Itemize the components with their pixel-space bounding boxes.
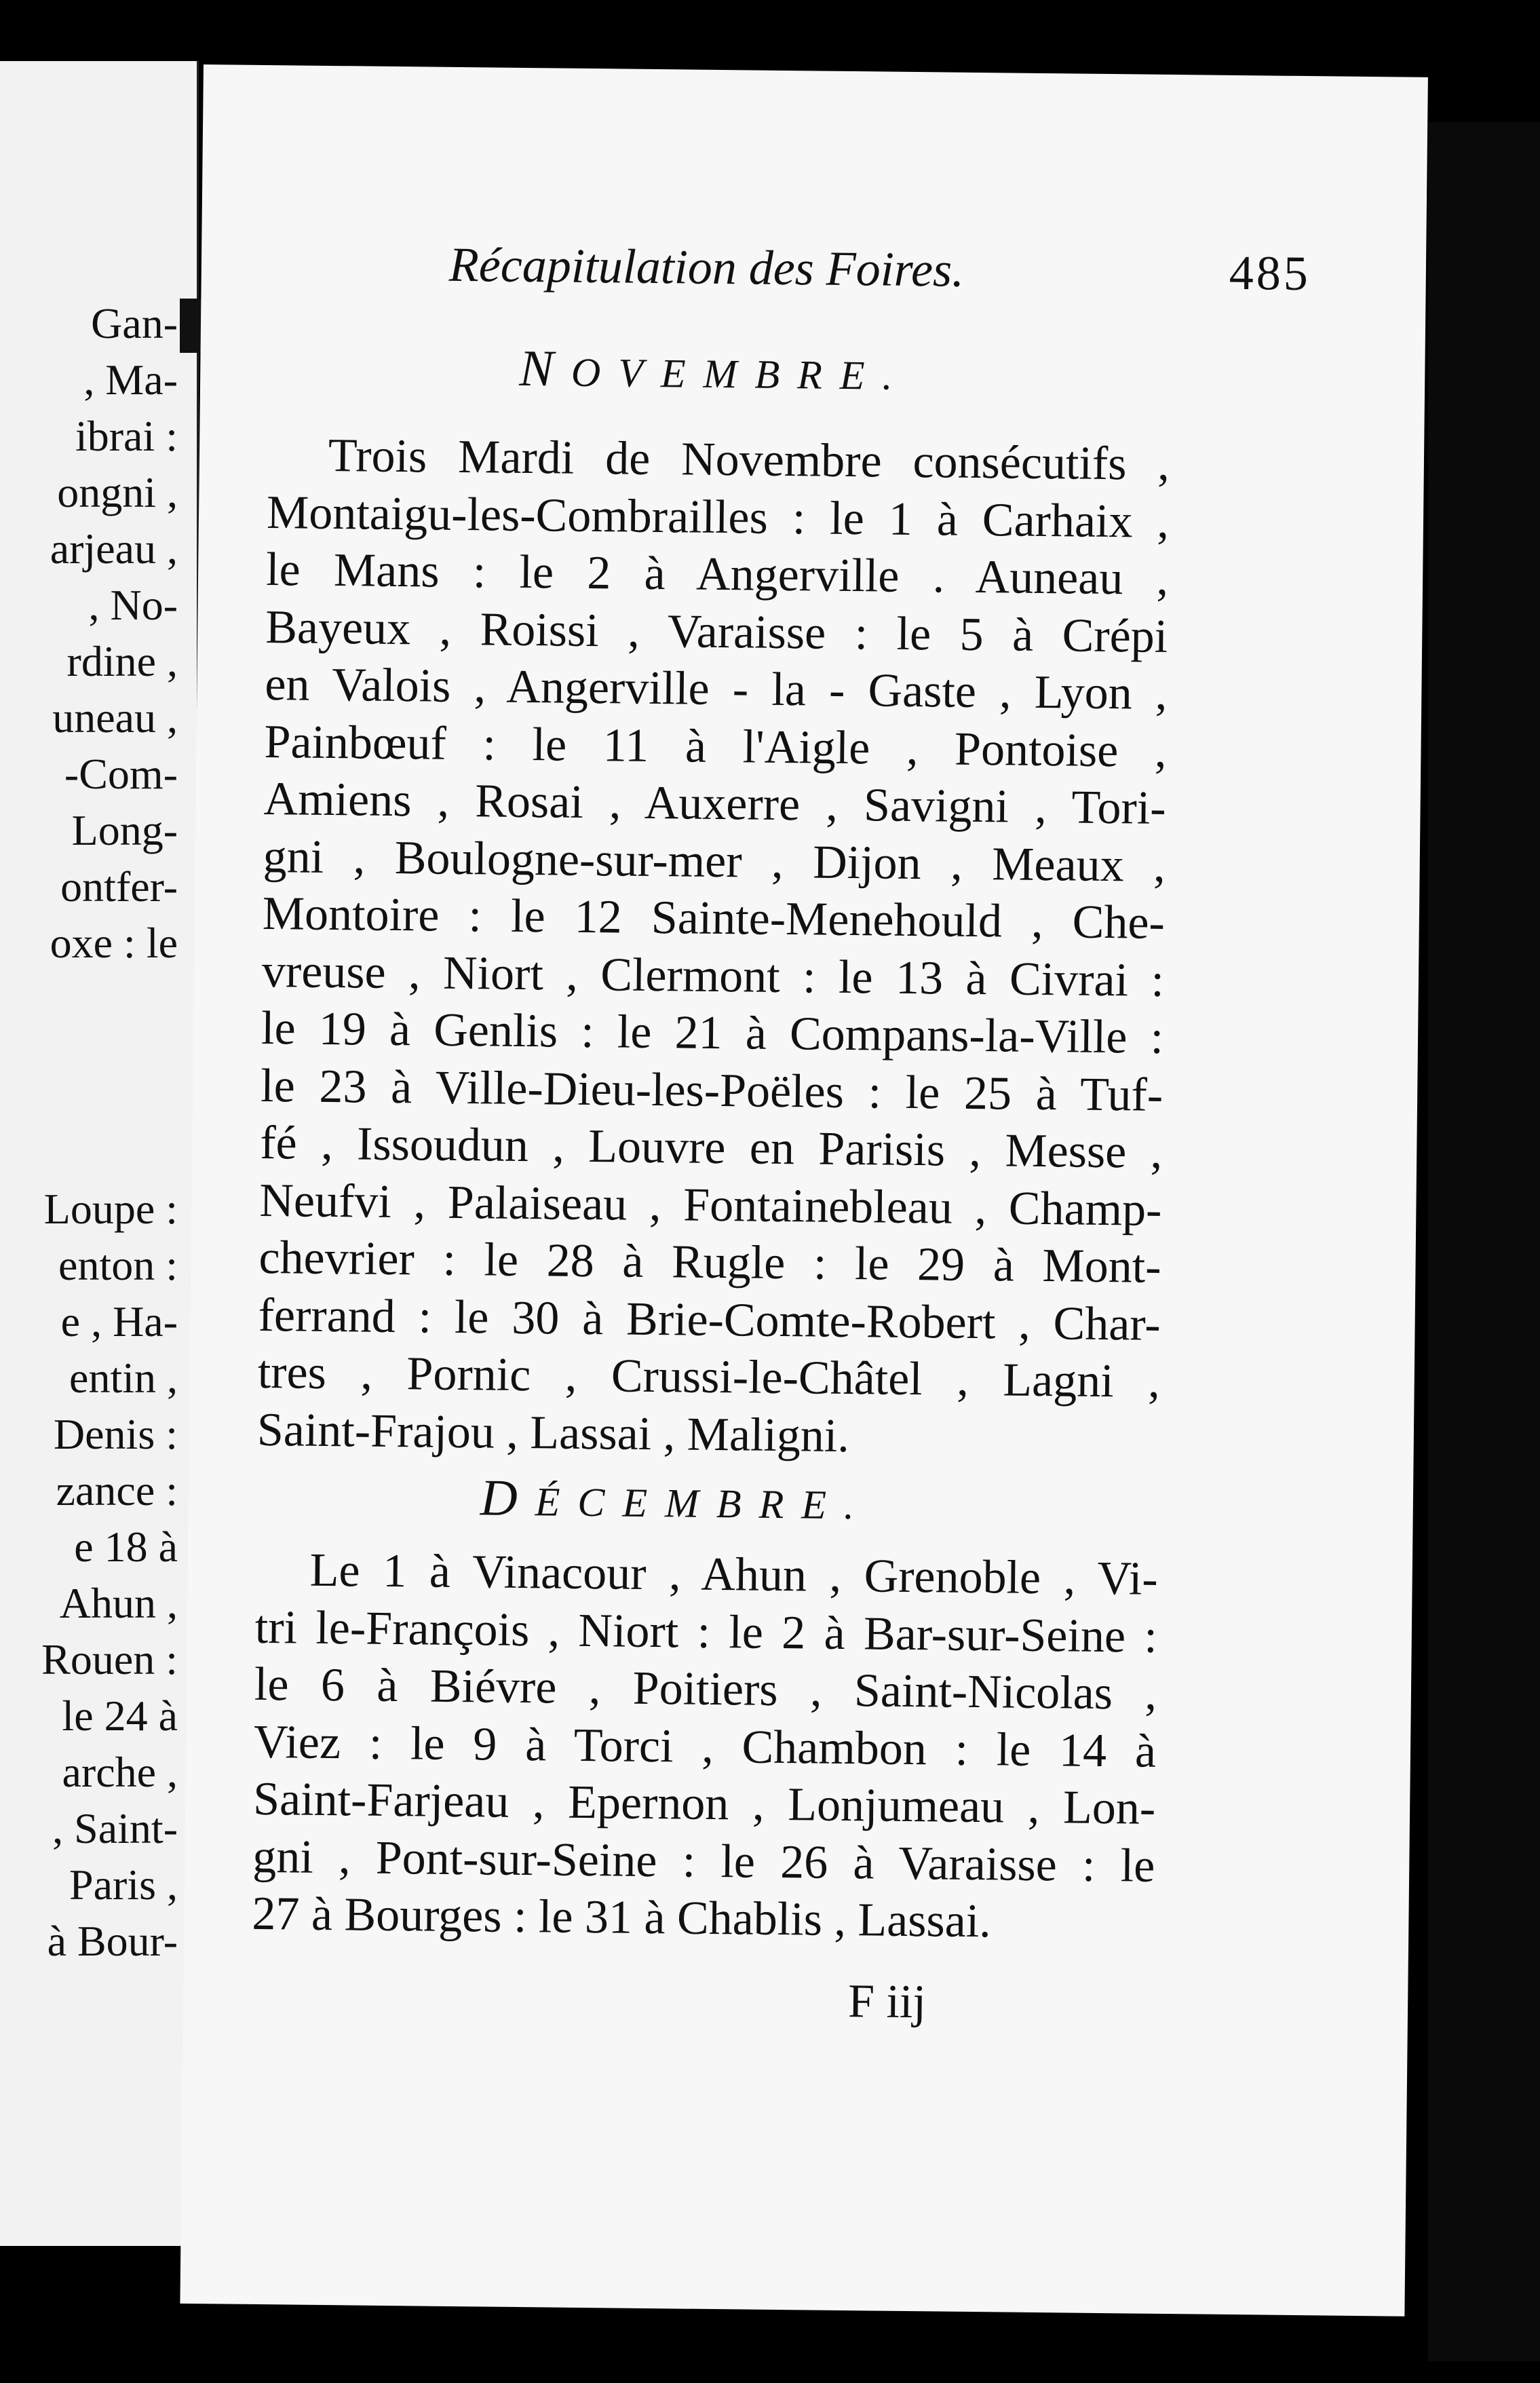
left-line: Rouen : xyxy=(41,1635,178,1683)
text-line: chevrier : le 28 à Rugle : le 29 à Mont- xyxy=(258,1231,1161,1293)
text-line: le 19 à Genlis : le 21 à Compans-la-Ville : xyxy=(261,1002,1164,1064)
text-line: Bayeux , Roissi , Varaisse : le 5 à Crépi xyxy=(265,600,1168,663)
text-line: Neufvi , Palaiseau , Fontainebleau , Champ- xyxy=(259,1174,1162,1236)
left-line: entin , xyxy=(69,1354,178,1402)
text-line: Montoire : le 12 Sainte-Menehould , Che- xyxy=(262,887,1166,949)
text-line: gni , Boulogne-sur-mer , Dijon , Meaux , xyxy=(263,830,1166,892)
left-line: oxe : le xyxy=(50,919,178,967)
section-title-november xyxy=(519,339,910,402)
left-line: uneau , xyxy=(52,693,178,742)
text-line: Saint-Frajou , Lassai , Maligni. xyxy=(256,1403,850,1462)
section-title-rest: OVEMBRE. xyxy=(571,349,910,398)
text-line: ferrand : le 30 à Brie-Comte-Robert , Char- xyxy=(258,1289,1161,1351)
left-line: , Saint- xyxy=(52,1804,178,1852)
text-line: tres , Pornic , Crussi-le-Châtel , Lagni , xyxy=(257,1346,1161,1408)
text-line: Le 1 à Vinacour , Ahun , Grenoble , Vi- xyxy=(309,1544,1159,1605)
text-line: le 23 à Ville-Dieu-les-Poëles : le 25 à Tuf- xyxy=(260,1059,1163,1122)
running-title: Récapitulation des Foires. xyxy=(448,237,965,297)
left-line: le 24 à xyxy=(62,1692,178,1740)
text-line: gni , Pont-sur-Seine : le 26 à Varaisse : le xyxy=(252,1830,1155,1892)
left-line: Ahun , xyxy=(59,1579,178,1627)
right-page xyxy=(180,64,1427,2317)
text-line: en Valois , Angerville - la - Gaste , Lyon , xyxy=(265,657,1168,720)
left-line: Loupe : xyxy=(43,1185,178,1233)
text-line: fé , Issoudun , Louvre en Parisis , Messe , xyxy=(259,1116,1163,1179)
left-line: ibrai : xyxy=(75,412,178,460)
running-header xyxy=(448,237,1331,303)
december-paragraph xyxy=(252,1542,1158,1952)
text-line: Trois Mardi de Novembre consécutifs , xyxy=(328,429,1170,491)
left-line: arche , xyxy=(62,1748,178,1796)
left-line: arjeau , xyxy=(50,525,178,573)
section-title-initial: N xyxy=(518,339,572,398)
left-line: , Ma- xyxy=(83,356,178,404)
text-line: Viez : le 9 à Torci , Chambon : le 14 à xyxy=(253,1715,1157,1778)
section-title-initial: D xyxy=(480,1469,536,1527)
signature-mark: F iij xyxy=(847,1975,927,2029)
left-line: zance : xyxy=(56,1466,178,1514)
page-number: 485 xyxy=(1229,245,1311,301)
left-line: Paris , xyxy=(69,1861,178,1909)
left-line: -Com- xyxy=(64,750,178,798)
left-line: , No- xyxy=(88,581,178,629)
text-line: Amiens , Rosai , Auxerre , Savigni , Tori- xyxy=(263,772,1166,835)
left-line: e , Ha- xyxy=(60,1297,178,1346)
text-line: le 6 à Biévre , Poitiers , Saint-Nicolas , xyxy=(254,1658,1157,1720)
left-page-bottom-lines xyxy=(0,1181,183,1969)
left-line: enton : xyxy=(58,1241,178,1289)
left-line: rdine , xyxy=(66,637,178,685)
book-edge-shadow xyxy=(1428,122,1540,2361)
left-line: Denis : xyxy=(53,1410,178,1458)
section-title-december xyxy=(480,1468,872,1531)
text-line: le Mans : le 2 à Angerville . Auneau , xyxy=(265,544,1169,605)
left-line: ongni , xyxy=(57,468,178,516)
left-line: à Bour- xyxy=(47,1917,178,1965)
text-line: vreuse , Niort , Clermont : le 13 à Civrai : xyxy=(261,945,1165,1007)
left-page-fragment xyxy=(0,61,199,2246)
left-line: Long- xyxy=(71,806,178,854)
left-line: ontfer- xyxy=(60,862,178,911)
left-line: Gan- xyxy=(91,299,178,347)
text-line: Painbœuf : le 11 à l'Aigle , Pontoise , xyxy=(264,715,1167,778)
november-paragraph xyxy=(256,427,1170,1468)
text-line: tri le-François , Niort : le 2 à Bar-sur-Seine : xyxy=(254,1601,1158,1663)
text-line: 27 à Bourges : le 31 à Chablis , Lassai. xyxy=(252,1887,992,1948)
text-line: Saint-Farjeau , Epernon , Lonjumeau , Lon- xyxy=(252,1772,1156,1835)
left-line: e 18 à xyxy=(74,1523,178,1571)
left-page-top-lines xyxy=(0,295,183,971)
text-line: Montaigu-les-Combrailles : le 1 à Carhaix , xyxy=(266,486,1170,548)
section-title-rest: ÉCEMBRE. xyxy=(535,1479,872,1528)
